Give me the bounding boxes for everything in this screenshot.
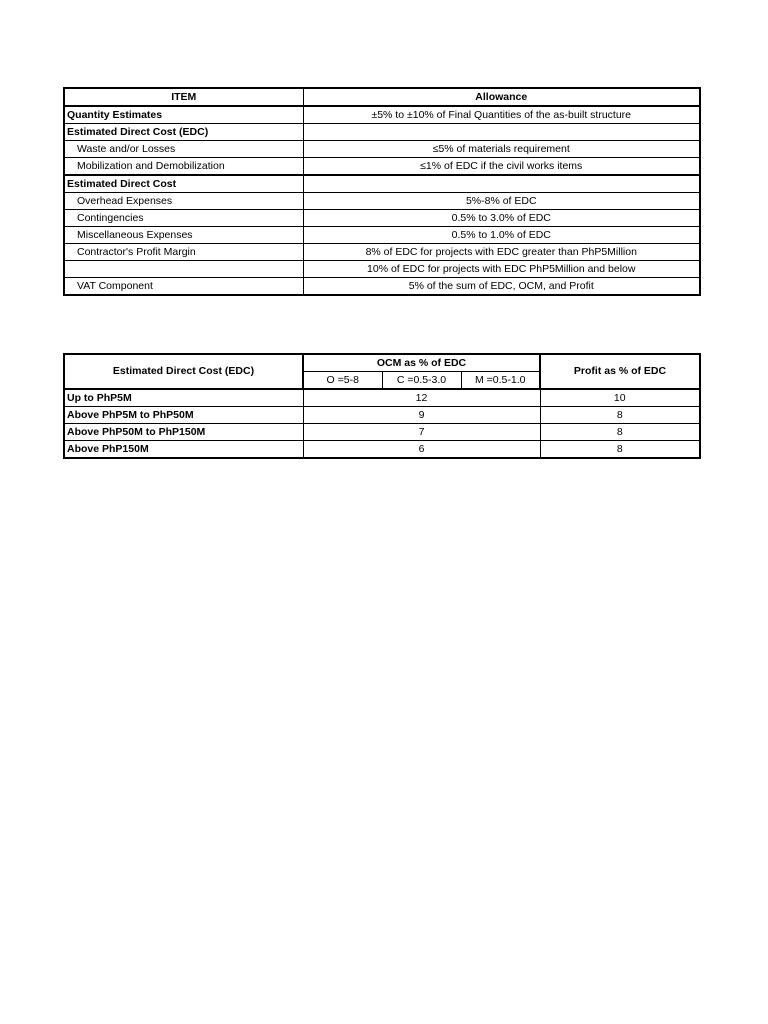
- row-allowance: 5% of the sum of EDC, OCM, and Profit: [303, 278, 700, 296]
- row-allowance: 5%-8% of EDC: [303, 193, 700, 210]
- subheader-c: C =0.5-3.0: [382, 372, 461, 390]
- row-allowance: 0.5% to 3.0% of EDC: [303, 210, 700, 227]
- allowance-table: [63, 87, 701, 296]
- row-allowance: ±5% to ±10% of Final Quantities of the as-built structure: [303, 106, 700, 124]
- row-edc: Up to PhP5M: [64, 389, 303, 407]
- table-row: [64, 158, 700, 176]
- table-row: [64, 175, 700, 193]
- row-profit: 8: [540, 407, 700, 424]
- row-allowance: 8% of EDC for projects with EDC greater than PhP5Million: [303, 244, 700, 261]
- row-item: Estimated Direct Cost (EDC): [64, 124, 303, 141]
- ocm-profit-table: [63, 353, 701, 459]
- column-header-edc: Estimated Direct Cost (EDC): [64, 354, 303, 389]
- row-profit: 10: [540, 389, 700, 407]
- row-ocm: 9: [303, 407, 540, 424]
- row-allowance: [303, 124, 700, 141]
- row-allowance: ≤1% of EDC if the civil works items: [303, 158, 700, 176]
- row-allowance: 10% of EDC for projects with EDC PhP5Million and below: [303, 261, 700, 278]
- row-item: VAT Component: [64, 278, 303, 296]
- table-row: [64, 193, 700, 210]
- row-item: Contingencies: [64, 210, 303, 227]
- row-ocm: 7: [303, 424, 540, 441]
- row-allowance: ≤5% of materials requirement: [303, 141, 700, 158]
- column-header-ocm: OCM as % of EDC: [303, 354, 540, 372]
- table-row: [64, 441, 700, 459]
- table-row: [64, 278, 700, 296]
- table-row: [64, 261, 700, 278]
- row-profit: 8: [540, 424, 700, 441]
- table-row: [64, 227, 700, 244]
- row-item: Contractor's Profit Margin: [64, 244, 303, 261]
- row-allowance: 0.5% to 1.0% of EDC: [303, 227, 700, 244]
- row-ocm: 6: [303, 441, 540, 459]
- row-profit: 8: [540, 441, 700, 459]
- table-row: [64, 244, 700, 261]
- table-row: [64, 106, 700, 124]
- table-row: [64, 424, 700, 441]
- row-item: [64, 261, 303, 278]
- subheader-o: O =5-8: [303, 372, 382, 390]
- table-row: [64, 407, 700, 424]
- row-edc: Above PhP150M: [64, 441, 303, 459]
- row-allowance: [303, 175, 700, 193]
- row-item: Estimated Direct Cost: [64, 175, 303, 193]
- row-edc: Above PhP5M to PhP50M: [64, 407, 303, 424]
- table-header-row: [64, 88, 700, 106]
- row-ocm: 12: [303, 389, 540, 407]
- subheader-m: M =0.5-1.0: [461, 372, 540, 390]
- row-edc: Above PhP50M to PhP150M: [64, 424, 303, 441]
- column-header-allowance: Allowance: [303, 88, 700, 106]
- column-header-item: ITEM: [64, 88, 303, 106]
- table-row: [64, 141, 700, 158]
- table-row: [64, 389, 700, 407]
- table-header-row: [64, 354, 700, 372]
- row-item: Waste and/or Losses: [64, 141, 303, 158]
- row-item: Mobilization and Demobilization: [64, 158, 303, 176]
- row-item: Quantity Estimates: [64, 106, 303, 124]
- column-header-profit: Profit as % of EDC: [540, 354, 700, 389]
- table-row: [64, 124, 700, 141]
- row-item: Miscellaneous Expenses: [64, 227, 303, 244]
- table-row: [64, 210, 700, 227]
- row-item: Overhead Expenses: [64, 193, 303, 210]
